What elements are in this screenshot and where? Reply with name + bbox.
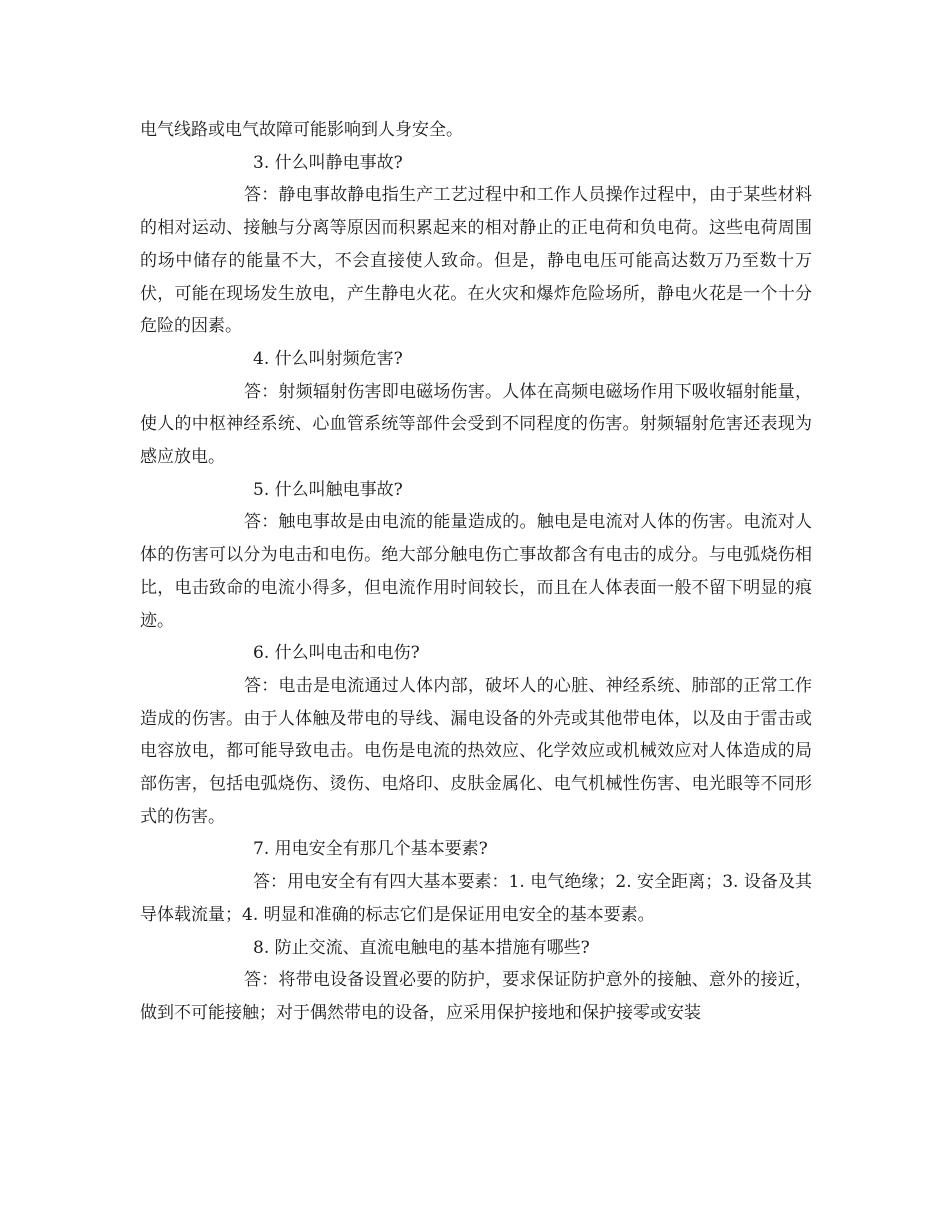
- answer-8: 答：将带电设备设置必要的防护，要求保证防护意外的接触、意外的接近，做到不可能接触；对于偶然带电的设备，应采用保护接地和保护接零或安装: [140, 970, 812, 1023]
- answer-6: 答：电击是电流通过人体内部，破坏人的心脏、神经系统、肺部的正常工作造成的伤害。由于人体触及带电的导线、漏电设备的外壳或其他带电体，以及由于雷击或电容放电，都可能导致电击。电伤是电流的热效应、化学效应或机械效应对人体造成的局部伤害，包括电弧烧伤、烫伤、电烙印、皮肤金属化、电气机械性伤害、电光眼等不同形式的伤害。: [140, 675, 812, 827]
- question-6: 6. 什么叫电击和电伤?: [253, 643, 420, 664]
- answer-4: 答：射频辐射伤害即电磁场伤害。人体在高频电磁场作用下吸收辐射能量，使人的中枢神经系统、心血管系统等部件会受到不同程度的伤害。射频辐射危害还表现为感应放电。: [140, 381, 812, 468]
- answer-5: 答：触电事故是由电流的能量造成的。触电是电流对人体的伤害。电流对人体的伤害可以分为电击和电伤。绝大部分触电伤亡事故都含有电击的成分。与电弧烧伤相比，电击致命的电流小得多，但电流作用时间较长，而且在人体表面一般不留下明显的痕迹。: [140, 512, 812, 631]
- question-5: 5. 什么叫触电事故?: [253, 479, 403, 500]
- question-4: 4. 什么叫射频危害?: [253, 348, 403, 369]
- answer-7: 答：用电安全有有四大基本要素：1. 电气绝缘；2. 安全距离；3. 设备及其导体载流量；4. 明显和准确的标志它们是保证用电安全的基本要素。: [140, 872, 812, 925]
- question-3: 3. 什么叫静电事故?: [253, 152, 403, 173]
- document-body: [140, 114, 812, 1030]
- answer-3: 答：静电事故静电指生产工艺过程中和工作人员操作过程中，由于某些材料的相对运动、接触与分离等原因而积累起来的相对静止的正电荷和负电荷。这些电荷周围的场中储存的能量不大，不会直接使人致命。但是，静电电压可能高达数万乃至数十万伏，可能在现场发生放电，产生静电火花。在火灾和爆炸危险场所，静电火花是一个十分危险的因素。: [140, 185, 812, 337]
- question-7: 7. 用电安全有那几个基本要素?: [253, 839, 488, 860]
- question-8: 8. 防止交流、直流电触电的基本措施有哪些?: [253, 937, 590, 958]
- paragraph-continuation: 电气线路或电气故障可能影响到人身安全。: [140, 120, 463, 140]
